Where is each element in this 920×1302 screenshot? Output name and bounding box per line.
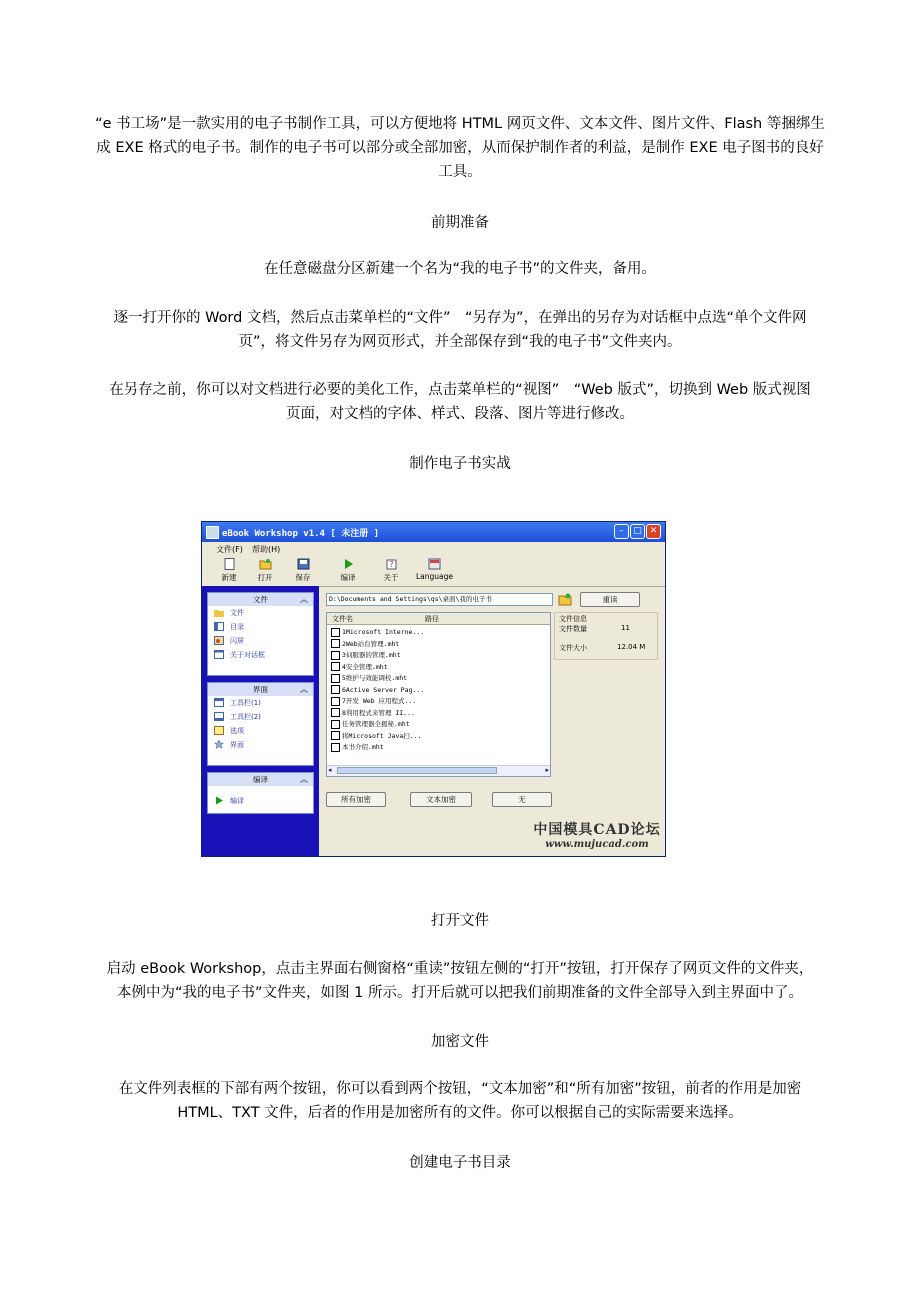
encrypt-all-button: 所有加密 bbox=[326, 792, 386, 807]
file-size-value: 12.04 M bbox=[617, 643, 646, 651]
save-icon bbox=[297, 558, 310, 570]
nav-item-options: 选项 bbox=[208, 724, 313, 738]
column-filename: 文件名 bbox=[332, 615, 353, 623]
open-folder-icon bbox=[259, 558, 272, 570]
paragraph-beautify bbox=[30, 378, 890, 426]
no-encryption-button: 无 bbox=[492, 792, 552, 807]
splash-icon bbox=[214, 636, 224, 645]
open-folder-icon bbox=[558, 592, 572, 606]
help-icon bbox=[385, 558, 398, 570]
nav-item-file: 文件 bbox=[208, 606, 313, 620]
p1-line-1: 在任意磁盘分区新建一个名为“我的电子书”的文件夹，备用。 bbox=[263, 261, 657, 277]
column-path: 路径 bbox=[425, 615, 439, 623]
nav-item-splash: 闪屏 bbox=[208, 634, 313, 648]
file-count-label: 文件数量 bbox=[559, 625, 587, 633]
list-item: 5维护与效能调校.mht bbox=[331, 673, 407, 684]
toolbar-save bbox=[290, 558, 316, 584]
toolbar-compile-label: 编译 bbox=[340, 573, 356, 582]
heading-open-file: 打开文件 bbox=[431, 913, 489, 929]
toolbar-new-label: 新建 bbox=[221, 573, 237, 582]
play-icon bbox=[214, 796, 224, 805]
watermark-url: www.mujucad.com bbox=[545, 839, 649, 850]
checkbox-icon bbox=[331, 743, 340, 752]
menu-help: 帮助(H) bbox=[252, 545, 281, 554]
checkbox-icon bbox=[331, 731, 340, 740]
list-item: 6Active Server Pag... bbox=[331, 685, 424, 696]
toolbar-save-label: 保存 bbox=[295, 573, 311, 582]
p5-line-1: 在文件列表框的下部有两个按钮，你可以看到两个按钮，“文本加密”和“所有加密”按钮，前者的作用是加密 bbox=[118, 1081, 802, 1097]
nav-item-about-dialog: 关于对话框 bbox=[208, 648, 313, 662]
file-info-title: 文件信息 bbox=[559, 615, 587, 623]
folder-icon bbox=[214, 608, 224, 617]
list-item: 2Web站台管理.mht bbox=[331, 639, 399, 650]
nav-item-toc: 目录 bbox=[208, 620, 313, 634]
maximize-icon: □ bbox=[630, 524, 645, 539]
p4-line-2: 本例中为“我的电子书”文件夹，如图 1 所示。打开后就可以把我们前期准备的文件全部导入到主界面中了。 bbox=[117, 985, 803, 1001]
watermark-title: 中国模具CAD论坛 bbox=[533, 822, 661, 838]
list-item: 本书介绍.mht bbox=[331, 742, 384, 753]
scroll-thumb bbox=[337, 767, 497, 774]
file-list-header bbox=[327, 613, 550, 625]
toolbar-about bbox=[378, 558, 404, 584]
nav-item-interface: 界面 bbox=[208, 738, 313, 752]
toolbar bbox=[202, 556, 665, 587]
list-item: 7开发 Web 应用程式... bbox=[331, 696, 416, 707]
checkbox-icon bbox=[331, 708, 340, 717]
window-titlebar bbox=[202, 522, 665, 542]
scroll-left-icon: ◂ bbox=[328, 766, 332, 774]
watermark bbox=[532, 819, 662, 850]
group-compile bbox=[207, 772, 314, 814]
p5-line-2: HTML、TXT 文件，后者的作用是加密所有的文件。你可以根据自己的实际需要来选择。 bbox=[177, 1105, 743, 1121]
intro-paragraph bbox=[20, 112, 900, 184]
paragraph-create-folder bbox=[20, 257, 900, 281]
paragraph-open-file bbox=[20, 957, 900, 1005]
p4-line-1: 启动 eBook Workshop，点击主界面右侧窗格“重读”按钮左侧的“打开”按钮，打开保存了网页文件的文件夹， bbox=[106, 961, 814, 977]
nav-item-compile: 编译 bbox=[208, 794, 313, 808]
group-interface bbox=[207, 682, 314, 766]
p2-line-1: 逐一打开你的 Word 文档，然后点击菜单栏的“文件” “另存为”，在弹出的另存为对话框中点选“单个文件网 bbox=[113, 310, 807, 326]
toolbar-open-label: 打开 bbox=[257, 573, 273, 582]
group-file-header: 文件 ︽ bbox=[208, 593, 313, 606]
heading-practice: 制作电子书实战 bbox=[409, 456, 511, 472]
window-title: eBook Workshop v1.4 [ 未注册 ] bbox=[222, 529, 380, 539]
file-info-panel bbox=[554, 612, 658, 660]
star-icon bbox=[214, 740, 224, 749]
play-icon bbox=[342, 558, 355, 570]
toolbar-icon bbox=[214, 698, 224, 707]
collapse-icon: ︽ bbox=[300, 685, 308, 694]
ebook-workshop-screenshot bbox=[201, 521, 666, 857]
list-item: 8利用程式来管理 II... bbox=[331, 708, 415, 719]
toolbar-language bbox=[416, 558, 452, 584]
paragraph-encrypt bbox=[30, 1077, 890, 1125]
intro-line-1: “e 书工场”是一款实用的电子书制作工具，可以方便地将 HTML 网页文件、文本文件、图片文件、Flash 等捆绑生 bbox=[95, 116, 825, 132]
checkbox-icon bbox=[331, 651, 340, 660]
heading-create-toc: 创建电子书目录 bbox=[409, 1155, 511, 1171]
paragraph-save-as bbox=[30, 306, 890, 354]
dialog-icon bbox=[214, 650, 224, 659]
folder-path-field: D:\Documents and Settings\qs\桌面\我的电子书 bbox=[326, 593, 553, 606]
intro-line-2: 成 EXE 格式的电子书。制作的电子书可以部分或全部加密，从而保护制作者的利益，是制作 EXE 电子图书的良好 bbox=[96, 140, 824, 156]
app-icon bbox=[206, 526, 219, 539]
p2-line-2: 页”，将文件另存为网页形式，并全部保存到“我的电子书”文件夹内。 bbox=[238, 334, 682, 350]
toolbar-about-label: 关于 bbox=[383, 573, 399, 582]
file-count-value: 11 bbox=[621, 624, 630, 632]
list-item: 4安全管理.mht bbox=[331, 662, 388, 673]
toolbar-compile bbox=[335, 558, 361, 584]
toolbar-open bbox=[252, 558, 278, 584]
p3-line-1: 在另存之前，你可以对文档进行必要的美化工作，点击菜单栏的“视图” “Web 版式”，切换到 Web 版式视图 bbox=[109, 382, 811, 398]
toolbar-icon bbox=[214, 712, 224, 721]
checkbox-icon bbox=[331, 697, 340, 706]
list-item: 将Microsoft Java扫... bbox=[331, 731, 422, 742]
checkbox-icon bbox=[331, 685, 340, 694]
close-icon: ✕ bbox=[646, 524, 661, 539]
nav-item-toolbar1: 工具栏(1) bbox=[208, 696, 313, 710]
scroll-right-icon: ▸ bbox=[545, 766, 549, 774]
p3-line-2: 页面，对文档的字体、样式、段落、图片等进行修改。 bbox=[286, 406, 634, 422]
menu-file: 文件(F) bbox=[216, 545, 243, 554]
group-file bbox=[207, 592, 314, 676]
checkbox-icon bbox=[331, 720, 340, 729]
list-item: 1Microsoft Interne... bbox=[331, 627, 424, 638]
reload-button: 重读 bbox=[580, 592, 640, 607]
heading-preparation: 前期准备 bbox=[431, 215, 489, 231]
collapse-icon: ︽ bbox=[300, 775, 308, 784]
toolbar-new bbox=[216, 558, 242, 584]
new-file-icon bbox=[223, 558, 236, 570]
list-item: 3伺服器的管理.mht bbox=[331, 650, 401, 661]
checkbox-icon bbox=[331, 674, 340, 683]
minimize-icon: – bbox=[614, 524, 629, 539]
options-icon bbox=[214, 726, 224, 735]
encrypt-text-button: 文本加密 bbox=[410, 792, 472, 807]
group-compile-header: 编译 ︽ bbox=[208, 773, 313, 786]
checkbox-icon bbox=[331, 628, 340, 637]
intro-line-3: 工具。 bbox=[438, 164, 482, 180]
group-interface-header: 界面 ︽ bbox=[208, 683, 313, 696]
collapse-icon: ︽ bbox=[300, 595, 308, 604]
list-item: 任务管理器全揭秘.mht bbox=[331, 719, 410, 730]
horizontal-scrollbar bbox=[327, 765, 550, 776]
checkbox-icon bbox=[331, 662, 340, 671]
file-size-label: 文件大小 bbox=[559, 644, 587, 652]
language-icon bbox=[428, 558, 441, 570]
file-list bbox=[326, 612, 551, 777]
checkbox-icon bbox=[331, 639, 340, 648]
heading-encrypt-file: 加密文件 bbox=[431, 1034, 489, 1050]
toolbar-language-label: Language bbox=[416, 572, 454, 581]
menubar bbox=[202, 542, 665, 556]
left-nav-pane bbox=[202, 586, 319, 856]
toc-icon bbox=[214, 622, 224, 631]
nav-item-toolbar2: 工具栏(2) bbox=[208, 710, 313, 724]
svg-text:?: ? bbox=[388, 560, 394, 569]
